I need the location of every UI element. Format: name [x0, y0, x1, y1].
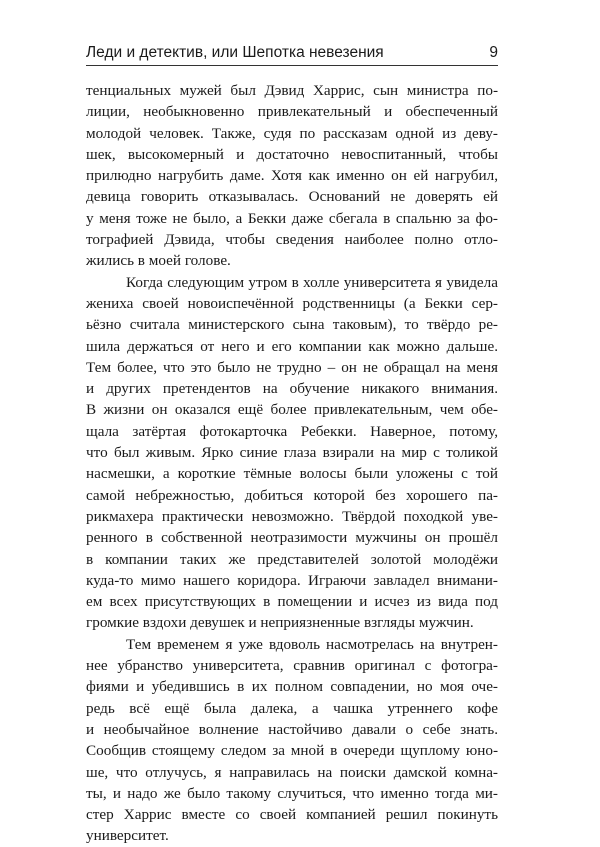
- text-line: нее убранство университета, сравнив оригинал с фотогра-: [86, 657, 498, 675]
- text-line: Тем временем я уже вдоволь насмотрелась на внутрен-: [126, 635, 498, 653]
- text-line: тографией Дэвида, чтобы сведения наиболее полно отло-: [86, 231, 498, 249]
- body-text: [86, 80, 498, 847]
- text-line: что был живым. Ярко синие глаза взирали на мир с толикой: [86, 444, 498, 462]
- paragraph: [86, 634, 498, 847]
- text-line: Сообщив стоящему следом за мной в очереди щуплому юно-: [86, 742, 498, 760]
- text-line: ем всех присутствующих в помещении и исчез из вида под: [86, 593, 498, 611]
- text-line: громкие вздохи девушек и неприязненные взгляды мужчин.: [86, 614, 474, 632]
- text-line: редь всё ещё была далека, а чашка утреннего кофе: [86, 699, 498, 717]
- text-line: ьёзно считала министерского сына таковым), то твёрдо ре-: [86, 316, 498, 334]
- text-line: жились в моей голове.: [86, 252, 231, 270]
- page-number: 9: [489, 44, 498, 61]
- text-line: самой небрежностью, добиться которой без хорошего па-: [86, 486, 498, 504]
- text-line: и необычайное волнение настойчиво давали о себе знать.: [86, 720, 498, 738]
- text-line: фиями и убедившись в их полном совпадении, но моя оче-: [86, 678, 498, 696]
- text-line: Тем более, что это было не трудно – он не обращал на меня: [86, 358, 498, 376]
- text-line: куда-то мимо нашего коридора. Играючи завладел внимани-: [86, 571, 498, 589]
- text-line: и других претендентов на обучение никакого внимания.: [86, 380, 498, 398]
- text-line: шила держаться от него и его компании как можно дальше.: [86, 337, 498, 355]
- text-line: у меня тоже не было, а Бекки даже сбегала в спальню за фо-: [86, 209, 498, 227]
- text-line: ты, и надо же было такому случиться, что именно тогда ми-: [86, 784, 498, 802]
- text-line: ше, что отлучусь, я направилась на поиски дамской комна-: [86, 763, 498, 781]
- text-line: молодой человек. Также, судя по рассказам одной из деву-: [86, 124, 498, 142]
- text-line: насмешки, а короткие тёмные волосы были уложены с той: [86, 465, 498, 483]
- text-line: В жизни он оказался ещё более привлекательным, чем обе-: [86, 401, 498, 419]
- text-line: девица говорить отказывалась. Оснований не доверять ей: [86, 188, 498, 206]
- page-header: [86, 44, 498, 66]
- text-line: в компании таких же представителей золотой молодёжи: [86, 550, 498, 568]
- running-title: Леди и детектив, или Шепотка невезения: [86, 44, 384, 61]
- text-line: рикмахера практически невозможно. Твёрдой походкой уве-: [86, 507, 498, 525]
- header-rule: [86, 65, 498, 66]
- text-line: шек, высокомерный и достаточно невоспитанный, чтобы: [86, 145, 498, 163]
- text-line: жениха своей новоиспечённой родственницы (а Бекки сер-: [86, 294, 498, 312]
- paragraph: [86, 80, 498, 272]
- text-line: прилюдно нагрубить даме. Хотя как именно он ей нагрубил,: [86, 167, 498, 185]
- text-line: Когда следующим утром в холле университета я увидела: [126, 273, 498, 291]
- text-line: университет.: [86, 827, 169, 845]
- text-line: тенциальных мужей был Дэвид Харрис, сын министра по-: [86, 82, 498, 99]
- text-line: стер Харрис вместе со своей компанией решил покинуть: [86, 806, 498, 824]
- text-line: щала затёртая фотокарточка Ребекки. Наверное, потому,: [86, 422, 498, 440]
- text-line: лиции, необыкновенно привлекательный и обеспеченный: [86, 103, 498, 121]
- text-line: ренного в собственной неотразимости мужчины он прошёл: [86, 529, 498, 547]
- paragraph: [86, 272, 498, 634]
